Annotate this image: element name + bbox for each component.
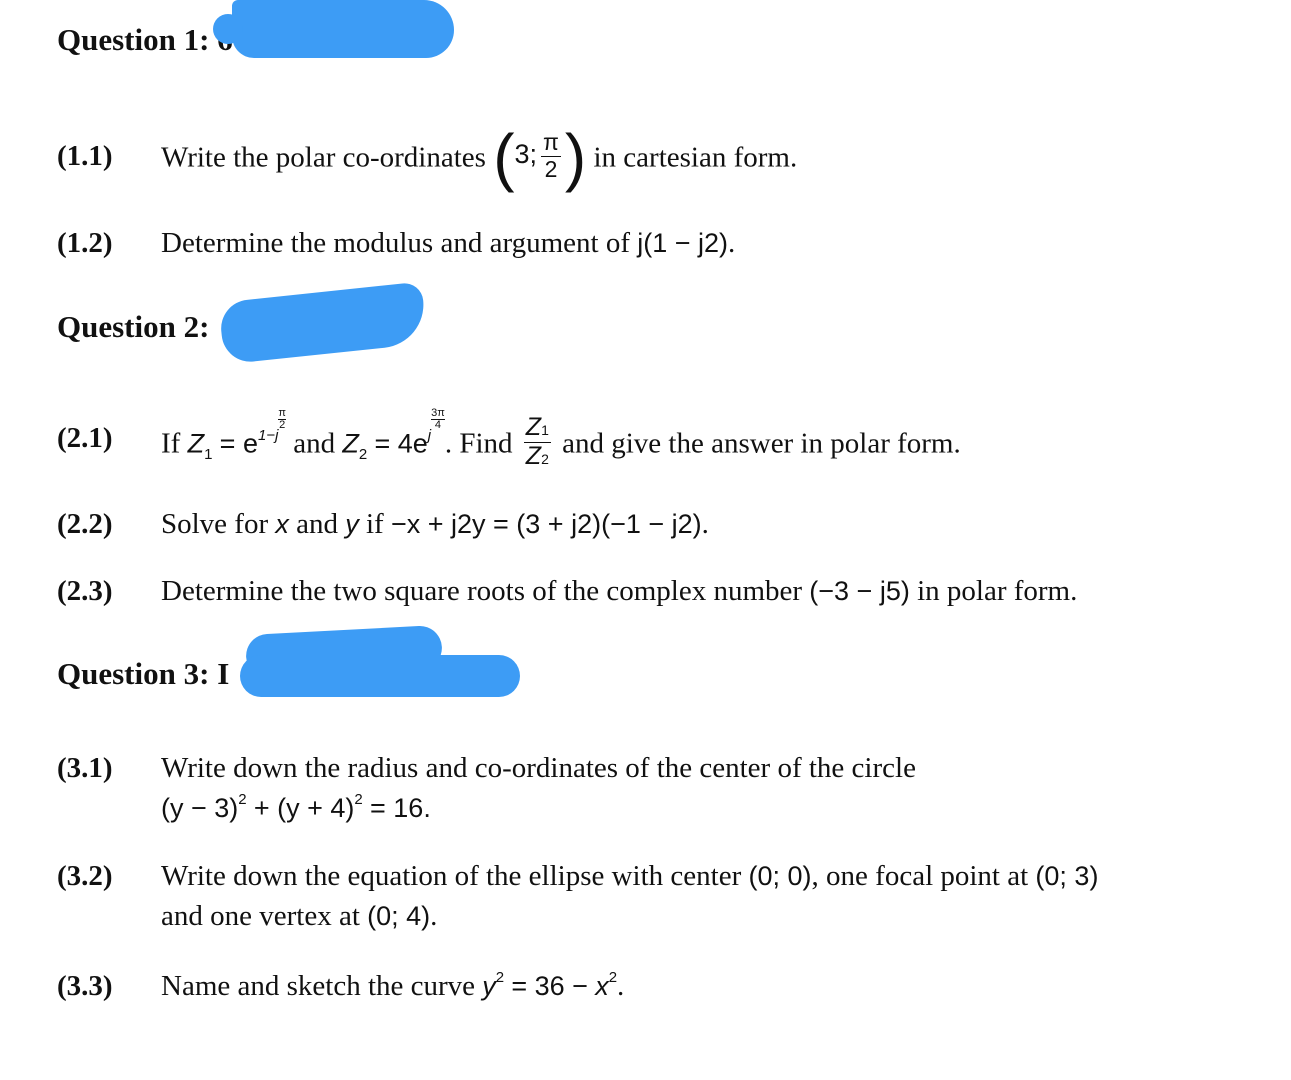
q3-3-post: . [617, 970, 625, 1002]
q1-1-pre: Write the polar co-ordinates [161, 141, 486, 174]
exp2-den: 4 [434, 419, 442, 431]
q2-2-y: y [345, 509, 359, 539]
exp1-prefix: 1−j [257, 426, 279, 444]
q3-3-sup-2: 2 [608, 969, 618, 986]
item-number-3-2: (3.2) [57, 860, 113, 892]
item-text-2-3 [161, 571, 1077, 611]
question-3-heading-tail: I [217, 656, 230, 691]
question-3-heading [57, 658, 229, 689]
frac-bottom-sub: 2 [541, 450, 549, 467]
question-3-label: Question 3: [57, 656, 210, 691]
q2-1-eq1: = e [219, 428, 258, 459]
question-2-2 [57, 504, 1257, 544]
q3-2-vertex: (0; 4) [367, 901, 431, 931]
item-number-2-3: (2.3) [57, 575, 113, 607]
frac-top-var: Z [525, 413, 542, 441]
q2-1-find: . Find [444, 427, 513, 460]
exp2-fraction [431, 408, 445, 431]
exp2-num: 3π [431, 407, 445, 419]
item-number-3-1: (3.1) [57, 752, 113, 784]
q3-3-sup-1: 2 [495, 969, 505, 986]
item-text-3-1-line2 [161, 788, 431, 828]
z1-over-z2-fraction [524, 414, 551, 470]
frac-bottom [524, 443, 551, 471]
item-text-1-2 [161, 223, 735, 263]
q2-3-pre: Determine the two square roots of the complex number [161, 575, 803, 607]
question-1-heading [57, 24, 233, 55]
question-2-1 [57, 390, 1277, 480]
exp1-fraction [278, 408, 286, 431]
question-3-2 [57, 856, 1287, 936]
q3-3-y: y [482, 971, 496, 1001]
q1-1-frac-lead: 3; [514, 138, 538, 169]
exp1-den: 2 [279, 419, 286, 431]
q3-3-mid: = 36 − [511, 971, 588, 1001]
q2-1-if: If [161, 427, 181, 460]
q1-2-pre: Determine the modulus and argument of [161, 227, 630, 259]
exp2-prefix: j [427, 426, 432, 444]
q3-2-line2-a: and one vertex at [161, 900, 360, 932]
question-2-heading [57, 311, 209, 342]
q3-3-pre: Name and sketch the curve [161, 970, 476, 1002]
q3-2-line1-a: Write down the equation of the ellipse with center [161, 860, 742, 892]
q2-1-and: and [293, 427, 336, 460]
z1-symbol: Z [187, 428, 205, 459]
exp1-num: π [278, 407, 286, 419]
q2-2-if: if [366, 508, 384, 540]
question-1-1 [57, 121, 1257, 193]
q3-2-line2-b: . [430, 900, 438, 932]
item-text-3-1-line1: Write down the radius and co-ordinates of the center of the circle [161, 752, 916, 784]
q2-1-eq2: = 4e [374, 428, 428, 459]
item-text-1-1 [161, 121, 798, 193]
open-paren: ( [493, 121, 515, 193]
item-number-2-1: (2.1) [57, 422, 113, 454]
close-paren: ) [564, 121, 587, 193]
q3-1-part-c: = 16. [370, 793, 431, 823]
q3-1-part-a: (y − 3) [161, 793, 239, 823]
item-text-3-3 [161, 966, 624, 1006]
z2-subscript: 2 [358, 445, 368, 463]
frac-top [524, 414, 551, 443]
item-text-3-2-line1 [161, 856, 1098, 896]
z1-subscript: 1 [204, 445, 213, 463]
q1-2-post: . [728, 227, 736, 259]
q3-1-sup-2: 2 [354, 791, 363, 808]
frac-bottom-var: Z [525, 441, 542, 470]
q2-2-expr: −x + j2y = (3 + j2)(−1 − j2) [390, 509, 702, 539]
question-2-3 [57, 571, 1287, 611]
q3-2-focal: (0; 3) [1035, 861, 1099, 891]
question-1-label: Question 1: [57, 22, 210, 57]
q2-2-pre: Solve for [161, 508, 269, 540]
q2-3-expr: (−3 − j5) [809, 576, 910, 606]
q3-1-part-b: + (y + 4) [253, 793, 355, 823]
item-text-3-2-line2 [161, 896, 437, 936]
pi-over-2-fraction [541, 130, 561, 182]
item-number-1-2: (1.2) [57, 227, 113, 259]
q3-2-line1-b: , one focal point at [811, 860, 1029, 892]
q2-1-post: and give the answer in polar form. [562, 427, 961, 460]
frac-numerator: π [543, 129, 559, 156]
redaction-mark-1 [232, 0, 454, 58]
item-number-3-3: (3.3) [57, 970, 113, 1002]
frac-denominator: 2 [544, 155, 558, 182]
q2-2-post: . [701, 508, 709, 540]
question-3-1 [57, 748, 1257, 828]
q2-2-and: and [296, 508, 338, 540]
item-number-2-2: (2.2) [57, 508, 113, 540]
question-3-3 [57, 966, 1257, 1006]
question-2-label: Question 2: [57, 309, 210, 344]
question-1-2 [57, 223, 1257, 263]
q1-2-expr: j(1 − j2) [637, 228, 729, 258]
q1-1-post: in cartesian form. [593, 141, 798, 174]
z2-symbol: Z [342, 428, 359, 459]
item-text-2-2 [161, 504, 709, 544]
item-number-1-1: (1.1) [57, 140, 113, 172]
redaction-mark-2 [218, 282, 427, 365]
redaction-mark-3b [240, 655, 520, 697]
q3-3-x: x [595, 971, 609, 1001]
q3-1-sup-1: 2 [238, 791, 247, 808]
frac-top-sub: 1 [541, 422, 549, 438]
q2-2-x: x [275, 509, 289, 539]
redaction-mark-1-dot [213, 14, 243, 44]
q2-3-post: in polar form. [917, 575, 1078, 607]
q3-2-center: (0; 0) [748, 861, 812, 891]
